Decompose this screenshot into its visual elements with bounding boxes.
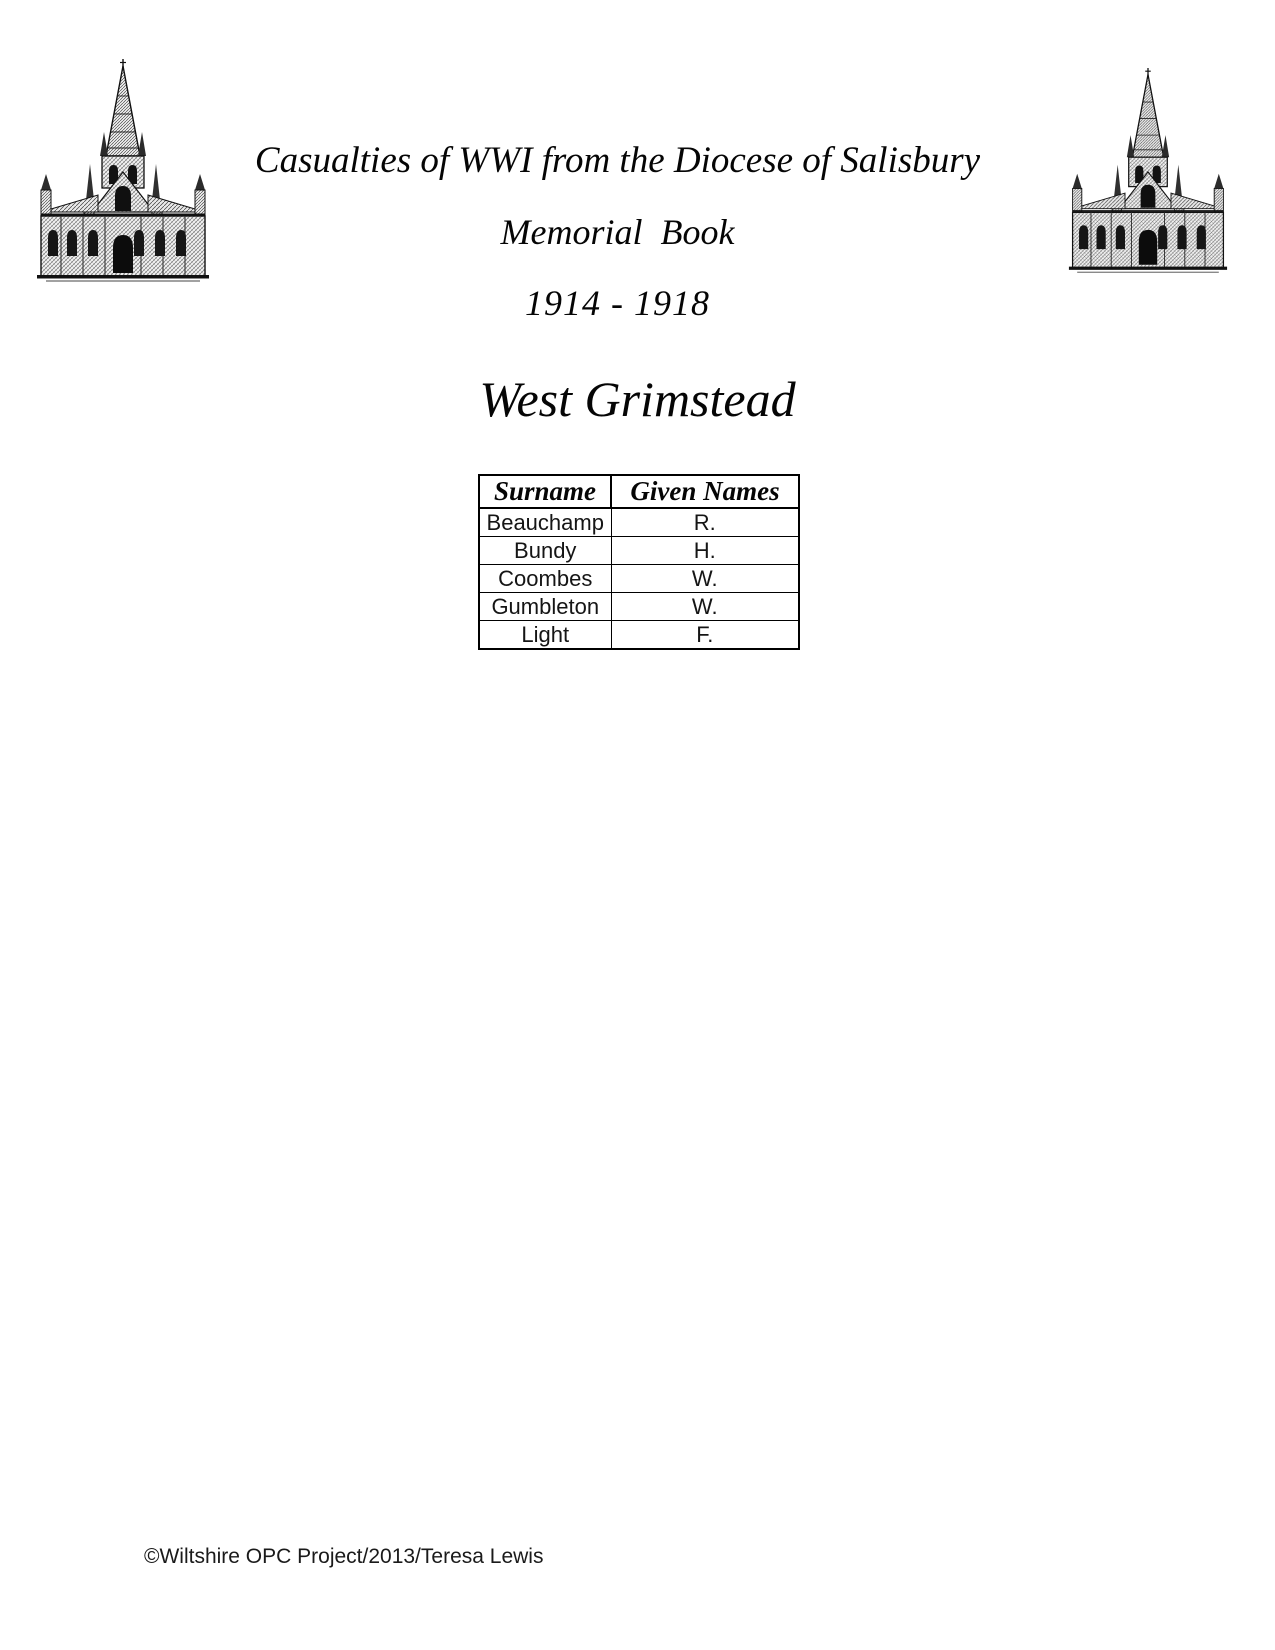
surname-cell: Bundy [479,537,611,565]
document-subtitle: Memorial Book [500,212,735,252]
given-names-cell: W. [611,593,799,621]
document-years: 1914 - 1918 [525,283,710,323]
surname-cell: Gumbleton [479,593,611,621]
document-title: Casualties of WWI from the Diocese of Salisbury [254,140,981,181]
copyright-footer: ©Wiltshire OPC Project/2013/Teresa Lewis [144,1545,544,1568]
surname-cell: Light [479,621,611,650]
parish-title: West Grimstead [479,371,796,427]
given-names-cell: W. [611,565,799,593]
table-row [479,537,799,565]
given-names-cell: F. [611,621,799,650]
casualties-table [478,474,800,650]
given-names-cell: H. [611,537,799,565]
surname-cell: Coombes [479,565,611,593]
table-row [479,565,799,593]
surname-cell: Beauchamp [479,508,611,537]
column-header-surname: Surname [479,475,611,508]
column-header-given-names: Given Names [611,475,799,508]
table-row [479,621,799,650]
given-names-cell: R. [611,508,799,537]
table-row [479,593,799,621]
table-row [479,508,799,537]
table-header-row [479,475,799,508]
